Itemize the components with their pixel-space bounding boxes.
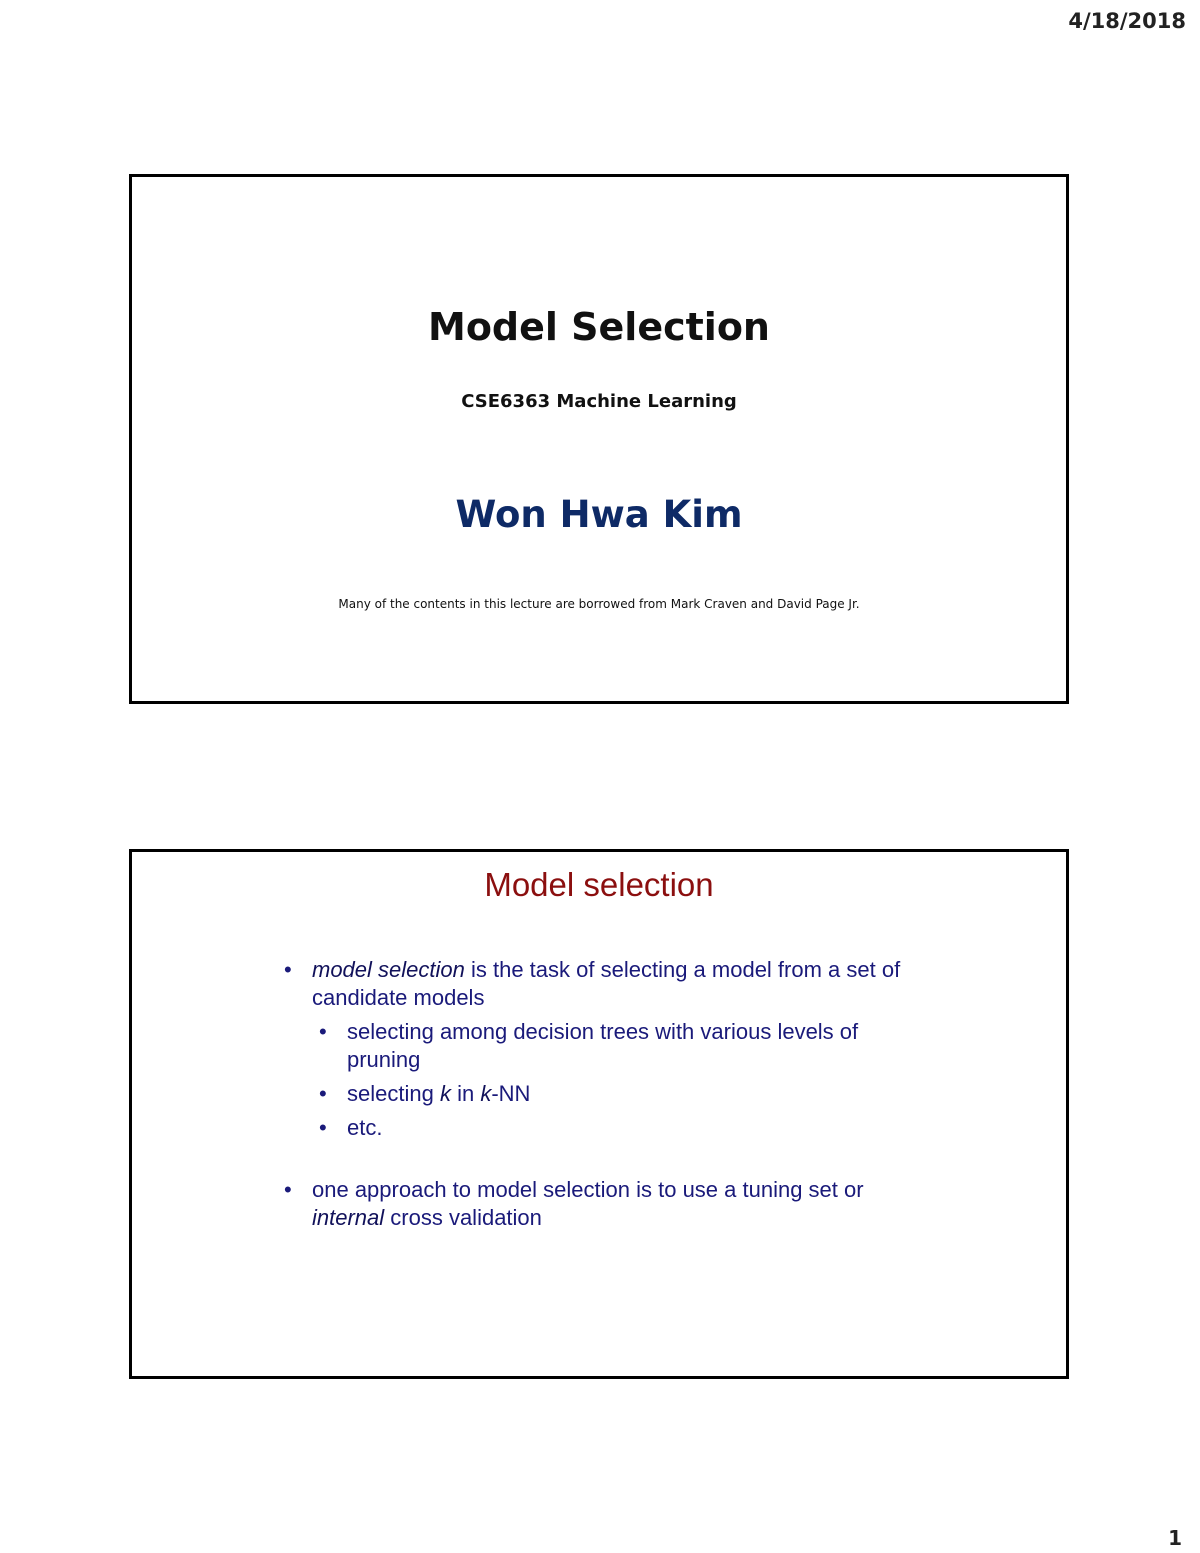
credit-note: Many of the contents in this lecture are borrowed from Mark Craven and David Page Jr. [338,597,860,611]
emphasis-text: model selection [312,957,465,982]
bullet-item [282,1176,922,1232]
page-date: 4/18/2018 [1068,9,1186,33]
sub-bullet-item [317,1114,922,1142]
bullet-text: in [450,1081,481,1106]
bullet-text: -NN [491,1081,531,1106]
emphasis-text: internal [312,1205,385,1230]
bullet-icon: • [319,1115,327,1140]
bullet-icon: • [319,1081,327,1106]
bullet-text: one approach to model selection is to use a tuning set or [312,1177,864,1202]
author-name: Won Hwa Kim [455,493,743,536]
bullet-list [282,956,922,1232]
bullet-icon: • [284,957,292,982]
bullet-text: is the task of selecting a model from a set of candidate models [312,957,901,1010]
bullet-text: etc. [347,1115,383,1140]
math-variable: k [480,1081,492,1106]
bullet-text: selecting [347,1081,440,1106]
page-number: 1 [1168,1526,1182,1550]
slide-title: Model Selection [428,305,770,349]
course-name: CSE6363 Machine Learning [461,391,737,412]
bullet-text: cross validation [384,1205,542,1230]
sub-bullet-item [317,1080,922,1108]
math-variable: k [439,1081,451,1106]
sub-bullet-item [317,1018,922,1074]
bullet-icon: • [284,1177,292,1202]
bullet-text: selecting among decision trees with various levels of pruning [347,1019,859,1072]
title-slide [129,174,1069,704]
bullet-icon: • [319,1019,327,1044]
content-slide [129,849,1069,1379]
slide-title: Model selection [484,866,714,903]
bullet-item [282,956,922,1012]
